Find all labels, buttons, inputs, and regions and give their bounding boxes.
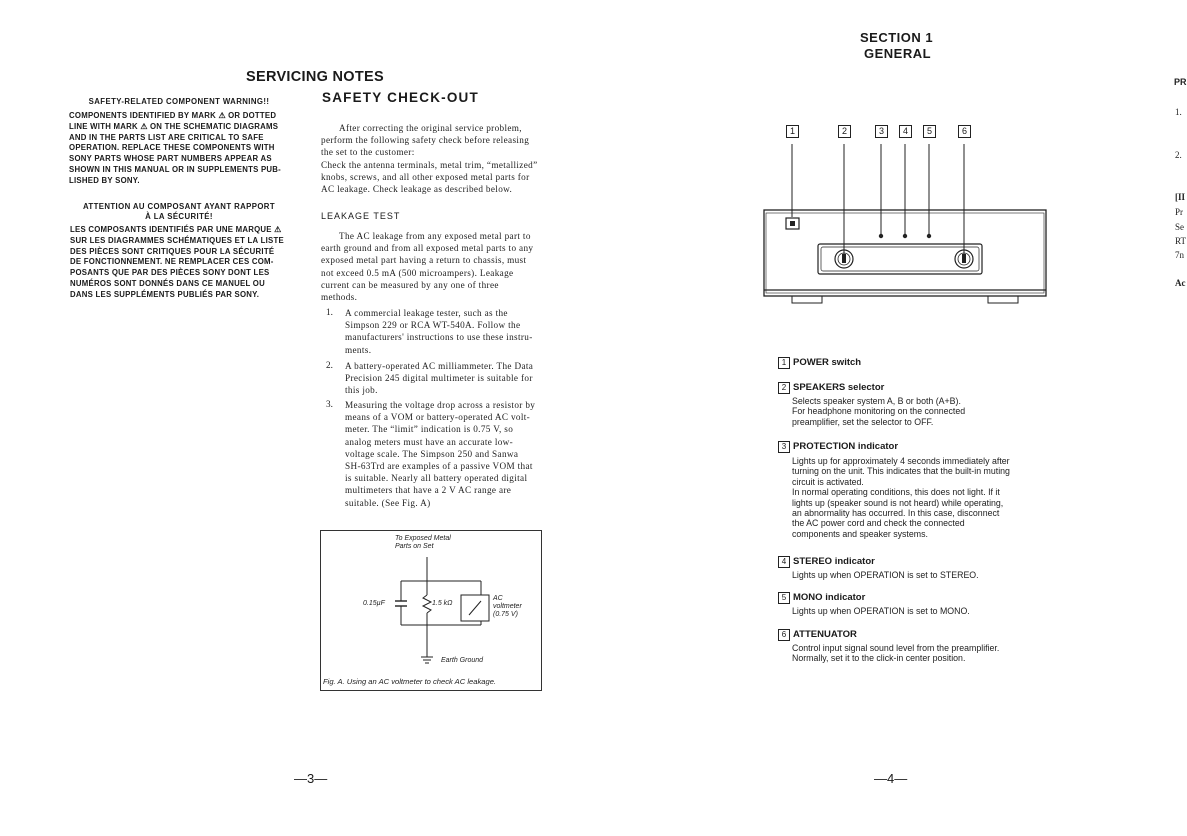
leakage-line: methods.	[321, 292, 358, 303]
item-line: lights up (speaker sound is not heard) while operating,	[792, 497, 1004, 508]
leakage-line: The AC leakage from any exposed metal part to	[339, 231, 531, 241]
item-description	[792, 456, 1010, 539]
method-line: multimeters that have a 2 V AC range are	[345, 485, 512, 496]
item-mono-indicator	[778, 592, 865, 604]
method-line: meter. The “limit” indication is 0.75 V, so	[345, 424, 514, 435]
edge-fragment: 7n	[1175, 250, 1184, 260]
page-number-right: —4—	[874, 771, 908, 786]
method-2	[345, 360, 541, 397]
warning-fr-line: DES PIÈCES SONT CRITIQUES POUR LA SÉCURITÉ	[70, 246, 275, 256]
method-number: 3.	[326, 399, 333, 409]
warning-fr-line: NUMÉROS SONT DONNÉS DANS CE MANUEL OU	[70, 278, 265, 288]
callout-2: 2	[838, 125, 851, 138]
method-3	[345, 399, 541, 509]
meter-label: AC	[493, 595, 503, 602]
warning-fr-title-line: À LA SÉCURITÉ!	[145, 212, 213, 221]
warning-en-line: LISHED BY SONY.	[69, 175, 140, 185]
callout-6: 6	[958, 125, 971, 138]
servicing-notes-title: SERVICING NOTES	[246, 69, 384, 85]
ground-label: Earth Ground	[441, 657, 484, 664]
item-line: components and speaker systems.	[792, 528, 928, 539]
safety-intro-line: perform the following safety check before releasing	[321, 135, 530, 146]
method-line: analog meters must have an accurate low-	[345, 436, 514, 447]
item-heading: SPEAKERS selector	[793, 382, 885, 393]
leakage-test-title: LEAKAGE TEST	[321, 211, 401, 221]
warning-fr-line: SUR LES DIAGRAMMES SCHÉMATIQUES ET LA LISTE	[70, 235, 284, 245]
item-number: 4	[778, 556, 790, 568]
item-heading: POWER switch	[793, 357, 862, 368]
method-line: Simpson 229 or RCA WT-540A. Follow the	[345, 320, 521, 331]
warning-fr-body	[70, 225, 288, 301]
safety-intro-line: knobs, screws, and all other exposed metal parts for	[321, 171, 530, 182]
warning-en-line: COMPONENTS IDENTIFIED BY MARK ⚠ OR DOTTED	[69, 111, 277, 120]
item-description	[792, 643, 999, 664]
warning-en-line: OPERATION. REPLACE THESE COMPONENTS WITH	[69, 143, 275, 153]
warning-fr-title	[72, 202, 286, 222]
item-line: circuit is activated.	[792, 476, 864, 487]
method-line: A battery-operated AC milliammeter. The Data	[345, 361, 534, 371]
item-number: 6	[778, 629, 790, 641]
leakage-line: exposed metal part having a return to chassis, must	[321, 255, 527, 266]
method-line: Precision 245 digital multimeter is suitable for	[345, 373, 533, 384]
safety-intro	[321, 122, 541, 195]
warning-fr-line: DE FONCTIONNEMENT. NE REMPLACER CES COM-	[70, 257, 274, 267]
edge-fragment: Pr	[1175, 207, 1184, 217]
safety-intro-line: Check the antenna terminals, metal trim, “metallized”	[321, 159, 538, 170]
callout-1: 1	[786, 125, 799, 138]
method-line: ments.	[345, 344, 372, 355]
figure-top-label: To Exposed Metal	[395, 535, 451, 542]
method-1	[345, 307, 541, 356]
leakage-line: current can be measured by any one of three	[321, 279, 499, 290]
method-line: means of a VOM or battery-operated AC volt-	[345, 412, 531, 423]
item-speakers-selector	[778, 382, 884, 394]
item-heading: ATTENUATOR	[793, 629, 857, 640]
warning-en-body	[69, 111, 287, 187]
item-heading: PROTECTION indicator	[793, 441, 899, 452]
item-description	[792, 570, 979, 580]
method-line: SH-63Trd are examples of a passive VOM that	[345, 461, 533, 472]
item-line: Normally, set it to the click-in center position.	[792, 653, 966, 664]
item-line: Lights up when OPERATION is set to STEREO.	[792, 570, 979, 580]
method-line: suitable. (See Fig. A)	[345, 497, 431, 508]
figure-a	[320, 530, 542, 691]
warning-fr-line: POSANTS QUE PAR DES PIÈCES SONY DONT LES	[70, 268, 270, 278]
figure-top-label: Parts on Set	[395, 543, 434, 550]
item-line: preamplifier, set the selector to OFF.	[792, 416, 934, 427]
item-line: turning on the unit. This indicates that the built-in muting	[792, 466, 1010, 477]
item-line: Lights up for approximately 4 seconds immediately after	[792, 456, 1010, 466]
method-number: 1.	[326, 307, 333, 317]
edge-fragment: Se	[1175, 222, 1184, 232]
method-line: manufacturers' instructions to use these instru-	[345, 332, 533, 343]
method-line: Measuring the voltage drop across a resistor by	[345, 400, 536, 410]
page-number-left: —3—	[294, 771, 328, 786]
method-line: voltage scale. The Simpson 250 and Sanwa	[345, 448, 519, 459]
safety-intro-line: After correcting the original service problem,	[339, 123, 522, 133]
leakage-line: not exceed 0.5 mA (500 microampers). Leakage	[321, 267, 514, 278]
warning-en-line: SONY PARTS WHOSE PART NUMBERS APPEAR AS	[69, 154, 272, 164]
item-protection-indicator	[778, 441, 898, 453]
item-attenuator	[778, 629, 857, 641]
safety-intro-line: AC leakage. Check leakage as described below.	[321, 184, 513, 195]
item-description	[792, 606, 970, 616]
warning-fr-line: DANS LES SUPPLÉMENTS PUBLIÉS PAR SONY.	[70, 289, 260, 299]
item-line: an abnormality has occurred. In this case, disconnect	[792, 508, 1000, 519]
edge-fragment: 2.	[1175, 150, 1182, 160]
method-line: is suitable. Nearly all battery operated digital	[345, 473, 528, 484]
warning-fr-line: LES COMPOSANTS IDENTIFIÉS PAR UNE MARQUE ⚠	[70, 225, 282, 234]
item-heading: STEREO indicator	[793, 556, 875, 567]
item-heading: MONO indicator	[793, 592, 866, 603]
callout-4: 4	[899, 125, 912, 138]
section-title: SECTION 1	[860, 30, 934, 45]
item-stereo-indicator	[778, 556, 875, 568]
figure-caption: Fig. A. Using an AC voltmeter to check AC leakage.	[323, 677, 497, 686]
capacitor-label: 0.15µF	[363, 600, 385, 607]
item-line: the AC power cord and check the connected	[792, 518, 965, 529]
front-panel-diagram	[760, 118, 1060, 318]
edge-fragment: RT	[1175, 236, 1186, 246]
warning-fr-title-line: ATTENTION AU COMPOSANT AYANT RAPPORT	[82, 202, 275, 211]
edge-fragment: PR	[1174, 77, 1187, 87]
item-number: 1	[778, 357, 790, 369]
item-number: 3	[778, 441, 790, 453]
warning-en-line: SHOWN IN THIS MANUAL OR IN SUPPLEMENTS PUB-	[69, 164, 282, 174]
leakage-line: earth ground and from all exposed metal parts to any	[321, 243, 534, 254]
item-line: For headphone monitoring on the connected	[792, 406, 966, 417]
item-number: 2	[778, 382, 790, 394]
item-number: 5	[778, 592, 790, 604]
callout-3: 3	[875, 125, 888, 138]
item-line: Selects speaker system A, B or both (A+B).	[792, 396, 961, 406]
leakage-intro	[321, 230, 541, 303]
warning-en-line: AND IN THE PARTS LIST ARE CRITICAL TO SAFE	[69, 132, 264, 142]
meter-label: (0.75 V)	[493, 611, 518, 618]
warning-en-line: LINE WITH MARK ⚠ ON THE SCHEMATIC DIAGRAMS	[69, 121, 279, 131]
method-line: this job.	[345, 385, 378, 396]
edge-fragment: 1.	[1175, 107, 1182, 117]
item-line: In normal operating conditions, this does not light. If it	[792, 487, 1000, 498]
resistor-label: 1.5 kΩ	[432, 600, 453, 607]
warning-en-title: SAFETY-RELATED COMPONENT WARNING!!	[88, 97, 270, 106]
method-number: 2.	[326, 360, 333, 370]
item-line: Control input signal sound level from the preamplifier.	[792, 643, 1000, 653]
safety-checkout-title: SAFETY CHECK-OUT	[322, 90, 479, 105]
item-power-switch	[778, 357, 861, 369]
item-line: Lights up when OPERATION is set to MONO.	[792, 606, 970, 616]
edge-fragment: [II	[1175, 192, 1186, 202]
item-description	[792, 396, 965, 427]
meter-label: voltmeter	[493, 603, 522, 610]
callout-5: 5	[923, 125, 936, 138]
section-subtitle: GENERAL	[864, 46, 932, 61]
method-line: A commercial leakage tester, such as the	[345, 308, 508, 318]
edge-fragment: Ac	[1175, 278, 1186, 288]
safety-intro-line: the set to the customer:	[321, 147, 415, 158]
